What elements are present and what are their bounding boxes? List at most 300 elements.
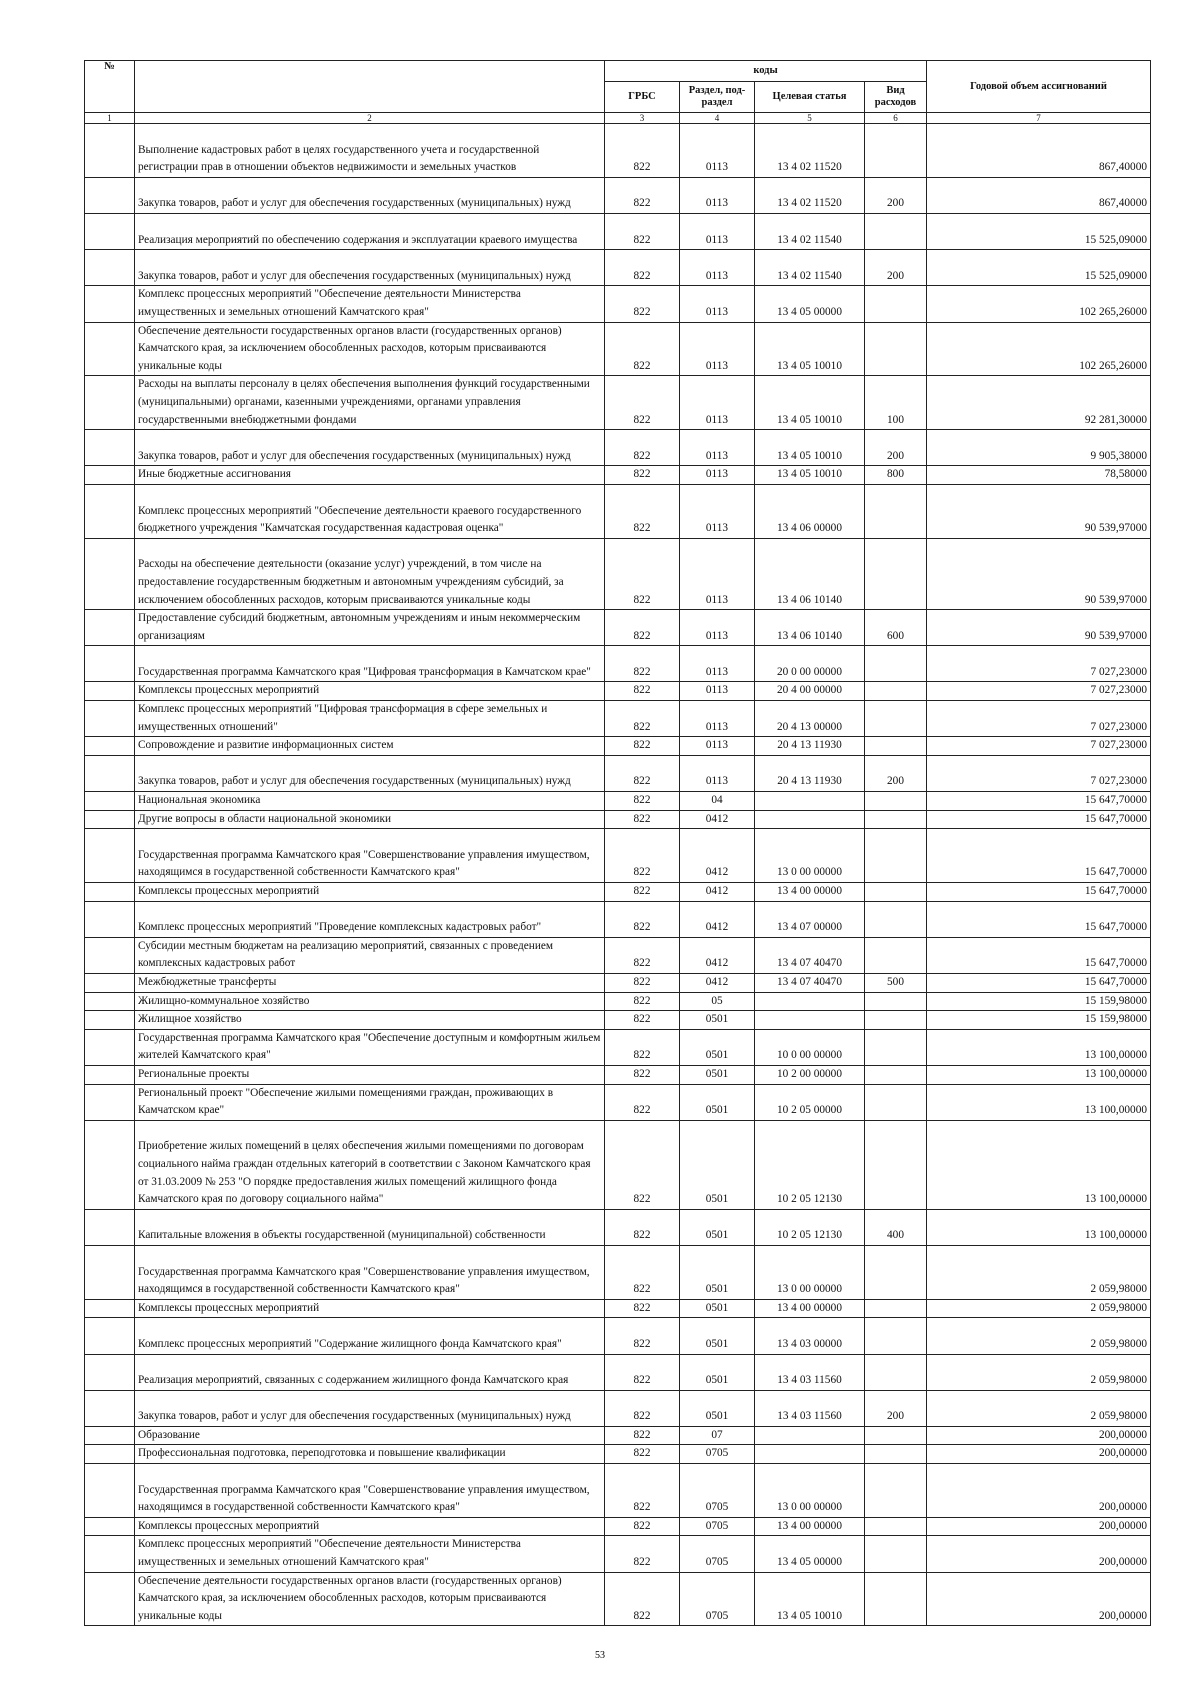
row-vid-cell	[865, 1354, 927, 1390]
row-sum-cell: 15 525,09000	[927, 213, 1151, 249]
row-number-cell	[85, 737, 135, 756]
row-grbs-cell: 822	[605, 792, 680, 811]
table-row	[85, 792, 1151, 811]
row-celevaya-cell: 13 4 00 00000	[755, 883, 865, 902]
row-number-cell	[85, 792, 135, 811]
row-razdel-cell: 0113	[680, 755, 755, 791]
row-grbs-cell: 822	[605, 466, 680, 485]
row-vid-cell: 200	[865, 250, 927, 286]
row-razdel-cell: 0501	[680, 1299, 755, 1318]
col-number: 3	[605, 113, 680, 124]
row-sum-cell: 15 647,70000	[927, 792, 1151, 811]
row-name-cell: Государственная программа Камчатского края "Совершенствование управления имуществом, находящимся в государственной собственности Камчатского края"	[135, 1245, 605, 1299]
row-name-cell: Национальная экономика	[135, 792, 605, 811]
row-vid-cell	[865, 992, 927, 1011]
row-sum-cell: 90 539,97000	[927, 484, 1151, 538]
table-row	[85, 1464, 1151, 1518]
row-sum-cell: 13 100,00000	[927, 1029, 1151, 1065]
row-vid-cell: 200	[865, 1390, 927, 1426]
row-name-cell: Межбюджетные трансферты	[135, 974, 605, 993]
row-razdel-cell: 0501	[680, 1390, 755, 1426]
row-number-cell	[85, 376, 135, 430]
row-number-cell	[85, 992, 135, 1011]
row-grbs-cell: 822	[605, 1120, 680, 1209]
row-vid-cell	[865, 124, 927, 178]
table-row	[85, 1517, 1151, 1536]
row-sum-cell: 15 159,98000	[927, 1011, 1151, 1030]
row-grbs-cell: 822	[605, 376, 680, 430]
row-vid-cell	[865, 810, 927, 829]
row-sum-cell: 7 027,23000	[927, 737, 1151, 756]
table-row	[85, 737, 1151, 756]
row-name-cell: Расходы на обеспечение деятельности (оказание услуг) учреждений, в том числе на предоставление государственным бюджетным и автономным учреждениям субсидий, за исключением обособленных расходов, которым присваиваются уникальные коды	[135, 538, 605, 609]
row-number-cell	[85, 286, 135, 322]
table-row	[85, 1318, 1151, 1354]
col-number: 6	[865, 113, 927, 124]
row-number-cell	[85, 901, 135, 937]
row-vid-cell: 200	[865, 430, 927, 466]
row-razdel-cell: 0412	[680, 810, 755, 829]
row-number-cell	[85, 213, 135, 249]
row-number-cell	[85, 538, 135, 609]
row-sum-cell: 200,00000	[927, 1517, 1151, 1536]
row-grbs-cell: 822	[605, 1517, 680, 1536]
row-sum-cell: 7 027,23000	[927, 646, 1151, 682]
row-vid-cell: 800	[865, 466, 927, 485]
row-number-cell	[85, 1318, 135, 1354]
row-razdel-cell: 0113	[680, 682, 755, 701]
row-grbs-cell: 822	[605, 1209, 680, 1245]
header-name-blank	[135, 61, 605, 113]
table-row	[85, 1084, 1151, 1120]
header-celevaya: Целевая статья	[755, 82, 865, 113]
row-celevaya-cell	[755, 1011, 865, 1030]
row-number-cell	[85, 322, 135, 376]
row-vid-cell	[865, 1318, 927, 1354]
row-sum-cell: 200,00000	[927, 1464, 1151, 1518]
row-number-cell	[85, 701, 135, 737]
row-name-cell: Комплексы процессных мероприятий	[135, 1517, 605, 1536]
row-vid-cell	[865, 1011, 927, 1030]
row-razdel-cell: 0412	[680, 883, 755, 902]
row-name-cell: Государственная программа Камчатского края "Совершенствование управления имуществом, находящимся в государственной собственности Камчатского края"	[135, 829, 605, 883]
row-celevaya-cell: 13 4 02 11520	[755, 124, 865, 178]
table-row	[85, 484, 1151, 538]
row-razdel-cell: 0705	[680, 1464, 755, 1518]
row-celevaya-cell	[755, 992, 865, 1011]
table-row	[85, 829, 1151, 883]
table-row	[85, 883, 1151, 902]
row-vid-cell: 600	[865, 610, 927, 646]
row-number-cell	[85, 1390, 135, 1426]
row-grbs-cell: 822	[605, 610, 680, 646]
row-name-cell: Комплексы процессных мероприятий	[135, 1299, 605, 1318]
row-razdel-cell: 0113	[680, 737, 755, 756]
row-razdel-cell: 0412	[680, 974, 755, 993]
row-name-cell: Комплекс процессных мероприятий "Обеспечение деятельности Министерства имущественных и земельных отношений Камчатского края"	[135, 286, 605, 322]
table-row	[85, 322, 1151, 376]
table-row	[85, 1426, 1151, 1445]
table-row	[85, 1299, 1151, 1318]
row-grbs-cell: 822	[605, 1011, 680, 1030]
table-row	[85, 1245, 1151, 1299]
col-number: 4	[680, 113, 755, 124]
row-grbs-cell: 822	[605, 810, 680, 829]
row-vid-cell	[865, 646, 927, 682]
row-celevaya-cell: 10 2 05 12130	[755, 1120, 865, 1209]
row-celevaya-cell: 13 4 07 00000	[755, 901, 865, 937]
row-vid-cell	[865, 701, 927, 737]
row-number-cell	[85, 124, 135, 178]
row-sum-cell: 200,00000	[927, 1426, 1151, 1445]
row-razdel-cell: 0113	[680, 286, 755, 322]
row-number-cell	[85, 1084, 135, 1120]
row-number-cell	[85, 1572, 135, 1626]
row-celevaya-cell: 13 4 02 11540	[755, 250, 865, 286]
row-razdel-cell: 0412	[680, 829, 755, 883]
row-number-cell	[85, 829, 135, 883]
row-razdel-cell: 0113	[680, 376, 755, 430]
row-celevaya-cell: 13 4 07 40470	[755, 937, 865, 973]
row-sum-cell: 200,00000	[927, 1536, 1151, 1572]
row-sum-cell: 90 539,97000	[927, 610, 1151, 646]
table-row	[85, 430, 1151, 466]
row-grbs-cell: 822	[605, 322, 680, 376]
table-row	[85, 937, 1151, 973]
row-number-cell	[85, 1245, 135, 1299]
row-grbs-cell: 822	[605, 1245, 680, 1299]
row-vid-cell	[865, 1245, 927, 1299]
row-celevaya-cell: 13 4 03 00000	[755, 1318, 865, 1354]
row-grbs-cell: 822	[605, 1536, 680, 1572]
row-razdel-cell: 0412	[680, 937, 755, 973]
row-sum-cell: 2 059,98000	[927, 1299, 1151, 1318]
row-razdel-cell: 0113	[680, 466, 755, 485]
row-vid-cell	[865, 1029, 927, 1065]
row-sum-cell: 15 647,70000	[927, 901, 1151, 937]
table-row	[85, 1445, 1151, 1464]
row-sum-cell: 15 647,70000	[927, 810, 1151, 829]
row-name-cell: Субсидии местным бюджетам на реализацию мероприятий, связанных с проведением комплексных кадастровых работ	[135, 937, 605, 973]
row-number-cell	[85, 1065, 135, 1084]
row-name-cell: Сопровождение и развитие информационных систем	[135, 737, 605, 756]
header-grbs: ГРБС	[605, 82, 680, 113]
row-vid-cell	[865, 829, 927, 883]
table-row	[85, 646, 1151, 682]
row-sum-cell: 200,00000	[927, 1445, 1151, 1464]
budget-table	[84, 60, 1151, 1626]
table-row	[85, 1065, 1151, 1084]
row-celevaya-cell: 13 4 02 11540	[755, 213, 865, 249]
row-grbs-cell: 822	[605, 484, 680, 538]
row-razdel-cell: 0113	[680, 250, 755, 286]
col-number: 2	[135, 113, 605, 124]
row-celevaya-cell: 20 4 13 11930	[755, 755, 865, 791]
row-sum-cell: 15 159,98000	[927, 992, 1151, 1011]
table-row	[85, 213, 1151, 249]
row-celevaya-cell: 13 4 07 40470	[755, 974, 865, 993]
row-vid-cell	[865, 1572, 927, 1626]
row-vid-cell	[865, 1426, 927, 1445]
table-row	[85, 1011, 1151, 1030]
row-grbs-cell: 822	[605, 829, 680, 883]
row-name-cell: Комплекс процессных мероприятий "Цифровая трансформация в сфере земельных и имущественных отношений"	[135, 701, 605, 737]
row-grbs-cell: 822	[605, 1318, 680, 1354]
row-grbs-cell: 822	[605, 883, 680, 902]
row-grbs-cell: 822	[605, 1572, 680, 1626]
row-grbs-cell: 822	[605, 250, 680, 286]
row-vid-cell	[865, 1536, 927, 1572]
row-celevaya-cell: 13 4 06 10140	[755, 538, 865, 609]
row-vid-cell: 400	[865, 1209, 927, 1245]
row-razdel-cell: 04	[680, 792, 755, 811]
document-page	[84, 60, 1150, 1626]
row-grbs-cell: 822	[605, 430, 680, 466]
table-row	[85, 1120, 1151, 1209]
table-row	[85, 610, 1151, 646]
row-name-cell: Закупка товаров, работ и услуг для обеспечения государственных (муниципальных) нужд	[135, 250, 605, 286]
row-grbs-cell: 822	[605, 1390, 680, 1426]
row-razdel-cell: 05	[680, 992, 755, 1011]
row-celevaya-cell: 13 4 05 10010	[755, 430, 865, 466]
table-row	[85, 701, 1151, 737]
row-number-cell	[85, 250, 135, 286]
row-celevaya-cell: 13 4 02 11520	[755, 177, 865, 213]
row-grbs-cell: 822	[605, 213, 680, 249]
row-grbs-cell: 822	[605, 737, 680, 756]
row-number-cell	[85, 1299, 135, 1318]
row-vid-cell	[865, 1464, 927, 1518]
table-row	[85, 1536, 1151, 1572]
row-razdel-cell: 0501	[680, 1065, 755, 1084]
col-number: 5	[755, 113, 865, 124]
row-vid-cell	[865, 1517, 927, 1536]
row-celevaya-cell: 10 2 05 00000	[755, 1084, 865, 1120]
row-name-cell: Жилищно-коммунальное хозяйство	[135, 992, 605, 1011]
table-row	[85, 1209, 1151, 1245]
header-vid: Вид расходов	[865, 82, 927, 113]
row-celevaya-cell: 20 0 00 00000	[755, 646, 865, 682]
row-name-cell: Образование	[135, 1426, 605, 1445]
table-row	[85, 810, 1151, 829]
row-razdel-cell: 0705	[680, 1572, 755, 1626]
row-celevaya-cell: 13 4 05 10010	[755, 322, 865, 376]
row-vid-cell	[865, 1445, 927, 1464]
row-celevaya-cell: 10 2 05 12130	[755, 1209, 865, 1245]
row-number-cell	[85, 755, 135, 791]
row-razdel-cell: 0501	[680, 1245, 755, 1299]
col-number: 7	[927, 113, 1151, 124]
row-number-cell	[85, 1209, 135, 1245]
row-number-cell	[85, 1464, 135, 1518]
row-vid-cell: 500	[865, 974, 927, 993]
row-celevaya-cell: 13 4 06 00000	[755, 484, 865, 538]
row-sum-cell: 867,40000	[927, 177, 1151, 213]
row-sum-cell: 13 100,00000	[927, 1084, 1151, 1120]
row-grbs-cell: 822	[605, 974, 680, 993]
row-vid-cell	[865, 484, 927, 538]
row-celevaya-cell: 10 2 00 00000	[755, 1065, 865, 1084]
row-name-cell: Закупка товаров, работ и услуг для обеспечения государственных (муниципальных) нужд	[135, 430, 605, 466]
row-name-cell: Региональный проект "Обеспечение жилыми помещениями граждан, проживающих в Камчатском крае"	[135, 1084, 605, 1120]
row-name-cell: Реализация мероприятий по обеспечению содержания и эксплуатации краевого имущества	[135, 213, 605, 249]
row-number-cell	[85, 430, 135, 466]
row-celevaya-cell: 13 4 00 00000	[755, 1517, 865, 1536]
row-name-cell: Региональные проекты	[135, 1065, 605, 1084]
row-sum-cell: 92 281,30000	[927, 376, 1151, 430]
row-vid-cell: 200	[865, 177, 927, 213]
row-number-cell	[85, 974, 135, 993]
row-number-cell	[85, 610, 135, 646]
row-name-cell: Государственная программа Камчатского края "Цифровая трансформация в Камчатском крае"	[135, 646, 605, 682]
row-sum-cell: 102 265,26000	[927, 322, 1151, 376]
row-vid-cell	[865, 1299, 927, 1318]
row-sum-cell: 13 100,00000	[927, 1120, 1151, 1209]
row-sum-cell: 9 905,38000	[927, 430, 1151, 466]
row-sum-cell: 13 100,00000	[927, 1065, 1151, 1084]
row-sum-cell: 867,40000	[927, 124, 1151, 178]
row-number-cell	[85, 646, 135, 682]
row-name-cell: Обеспечение деятельности государственных органов власти (государственных органов) Камчатского края, за исключением обособленных расходов, которым присваиваются уникальные коды	[135, 322, 605, 376]
row-celevaya-cell: 20 4 13 00000	[755, 701, 865, 737]
row-razdel-cell: 0113	[680, 610, 755, 646]
row-celevaya-cell	[755, 810, 865, 829]
row-sum-cell: 7 027,23000	[927, 701, 1151, 737]
row-vid-cell	[865, 213, 927, 249]
row-grbs-cell: 822	[605, 538, 680, 609]
row-name-cell: Предоставление субсидий бюджетным, автономным учреждениям и иным некоммерческим организациям	[135, 610, 605, 646]
row-razdel-cell: 0113	[680, 177, 755, 213]
row-razdel-cell: 0705	[680, 1517, 755, 1536]
row-vid-cell	[865, 286, 927, 322]
row-number-cell	[85, 484, 135, 538]
row-grbs-cell: 822	[605, 901, 680, 937]
row-grbs-cell: 822	[605, 992, 680, 1011]
row-sum-cell: 7 027,23000	[927, 755, 1151, 791]
table-row	[85, 755, 1151, 791]
row-celevaya-cell: 13 4 00 00000	[755, 1299, 865, 1318]
table-row	[85, 177, 1151, 213]
row-name-cell: Капитальные вложения в объекты государственной (муниципальной) собственности	[135, 1209, 605, 1245]
row-sum-cell: 15 647,70000	[927, 974, 1151, 993]
row-vid-cell	[865, 1084, 927, 1120]
row-celevaya-cell: 10 0 00 00000	[755, 1029, 865, 1065]
row-name-cell: Закупка товаров, работ и услуг для обеспечения государственных (муниципальных) нужд	[135, 1390, 605, 1426]
row-sum-cell: 15 647,70000	[927, 937, 1151, 973]
row-number-cell	[85, 937, 135, 973]
row-grbs-cell: 822	[605, 937, 680, 973]
row-razdel-cell: 0501	[680, 1120, 755, 1209]
row-celevaya-cell: 13 4 03 11560	[755, 1390, 865, 1426]
row-grbs-cell: 822	[605, 755, 680, 791]
row-name-cell: Комплекс процессных мероприятий "Обеспечение деятельности краевого государственного бюджетного учреждения "Камчатская государственная кадастровая оценка"	[135, 484, 605, 538]
row-name-cell: Государственная программа Камчатского края "Совершенствование управления имуществом, находящимся в государственной собственности Камчатского края"	[135, 1464, 605, 1518]
row-number-cell	[85, 1029, 135, 1065]
row-razdel-cell: 0412	[680, 901, 755, 937]
row-sum-cell: 7 027,23000	[927, 682, 1151, 701]
row-razdel-cell: 0113	[680, 322, 755, 376]
table-row	[85, 974, 1151, 993]
row-number-cell	[85, 1011, 135, 1030]
row-name-cell: Профессиональная подготовка, переподготовка и повышение квалификации	[135, 1445, 605, 1464]
row-sum-cell: 2 059,98000	[927, 1318, 1151, 1354]
table-row	[85, 1029, 1151, 1065]
row-sum-cell: 13 100,00000	[927, 1209, 1151, 1245]
row-razdel-cell: 0705	[680, 1445, 755, 1464]
row-name-cell: Комплекс процессных мероприятий "Проведение комплексных кадастровых работ"	[135, 901, 605, 937]
row-razdel-cell: 0501	[680, 1011, 755, 1030]
row-razdel-cell: 0113	[680, 538, 755, 609]
row-name-cell: Жилищное хозяйство	[135, 1011, 605, 1030]
row-razdel-cell: 07	[680, 1426, 755, 1445]
row-celevaya-cell	[755, 1426, 865, 1445]
row-celevaya-cell: 13 4 06 10140	[755, 610, 865, 646]
table-row	[85, 286, 1151, 322]
row-name-cell: Комплексы процессных мероприятий	[135, 682, 605, 701]
row-grbs-cell: 822	[605, 1084, 680, 1120]
row-razdel-cell: 0113	[680, 213, 755, 249]
row-celevaya-cell	[755, 792, 865, 811]
table-body	[85, 124, 1151, 1626]
row-number-cell	[85, 177, 135, 213]
row-vid-cell	[865, 792, 927, 811]
row-celevaya-cell: 13 0 00 00000	[755, 829, 865, 883]
row-sum-cell: 90 539,97000	[927, 538, 1151, 609]
row-number-cell	[85, 883, 135, 902]
row-number-cell	[85, 682, 135, 701]
table-row	[85, 1390, 1151, 1426]
row-vid-cell	[865, 322, 927, 376]
header-godovoy: Годовой объем ассигнований	[927, 61, 1151, 113]
row-grbs-cell: 822	[605, 1065, 680, 1084]
row-grbs-cell: 822	[605, 701, 680, 737]
row-vid-cell: 100	[865, 376, 927, 430]
row-name-cell: Выполнение кадастровых работ в целях государственного учета и государственной регистрации прав в отношении объектов недвижимости и земельных участков	[135, 124, 605, 178]
table-row	[85, 992, 1151, 1011]
row-razdel-cell: 0501	[680, 1029, 755, 1065]
row-sum-cell: 2 059,98000	[927, 1390, 1151, 1426]
row-celevaya-cell: 13 0 00 00000	[755, 1464, 865, 1518]
row-grbs-cell: 822	[605, 1426, 680, 1445]
row-celevaya-cell: 20 4 13 11930	[755, 737, 865, 756]
table-row	[85, 376, 1151, 430]
row-grbs-cell: 822	[605, 286, 680, 322]
header-kody: коды	[605, 61, 927, 82]
row-number-cell	[85, 1354, 135, 1390]
row-name-cell: Иные бюджетные ассигнования	[135, 466, 605, 485]
row-grbs-cell: 822	[605, 1445, 680, 1464]
row-vid-cell	[865, 883, 927, 902]
table-row	[85, 1354, 1151, 1390]
page-number: 53	[595, 1650, 605, 1661]
row-celevaya-cell	[755, 1445, 865, 1464]
row-vid-cell	[865, 901, 927, 937]
row-sum-cell: 102 265,26000	[927, 286, 1151, 322]
row-razdel-cell: 0501	[680, 1209, 755, 1245]
row-grbs-cell: 822	[605, 646, 680, 682]
row-name-cell: Государственная программа Камчатского края "Обеспечение доступным и комфортным жильем жителей Камчатского края"	[135, 1029, 605, 1065]
row-vid-cell	[865, 538, 927, 609]
row-name-cell: Обеспечение деятельности государственных органов власти (государственных органов) Камчатского края, за исключением обособленных расходов, которым присваиваются уникальные коды	[135, 1572, 605, 1626]
table-row	[85, 901, 1151, 937]
row-name-cell: Другие вопросы в области национальной экономики	[135, 810, 605, 829]
row-sum-cell: 15 647,70000	[927, 829, 1151, 883]
row-vid-cell	[865, 937, 927, 973]
row-number-cell	[85, 1120, 135, 1209]
row-razdel-cell: 0113	[680, 124, 755, 178]
row-grbs-cell: 822	[605, 1029, 680, 1065]
row-grbs-cell: 822	[605, 1354, 680, 1390]
